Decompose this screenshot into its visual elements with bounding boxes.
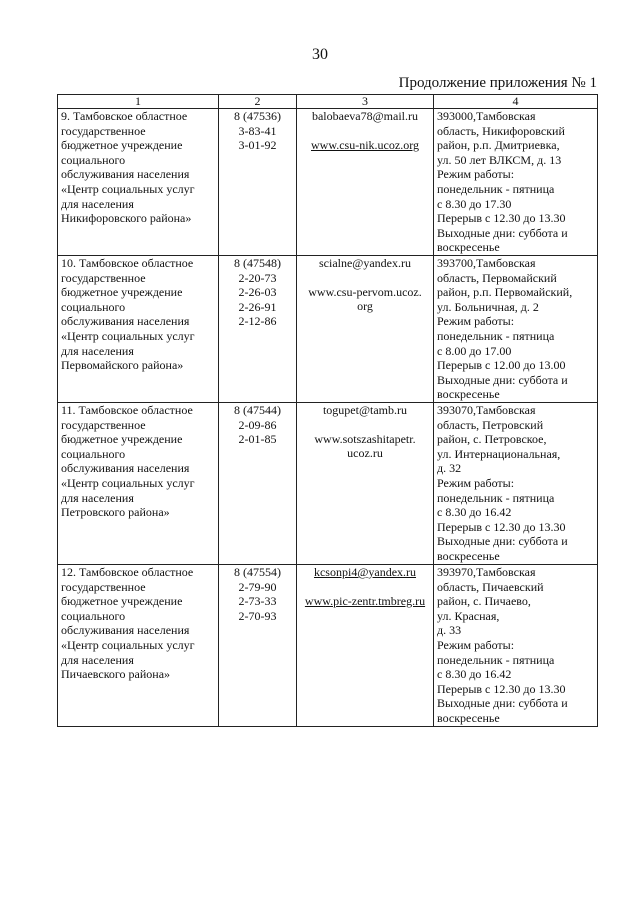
phone-line: 2-70-93 [238,608,277,623]
schedule-line: Выходные дни: суббота и [437,225,568,240]
contacts-cell [297,403,434,565]
schedule-line: Перерыв с 12.30 до 13.30 [437,211,566,226]
contacts-cell [297,109,434,256]
address-line: область, Петровский [437,417,544,432]
phone-line: 3-83-41 [238,123,277,138]
schedule-line: понедельник - пятница [437,490,555,505]
address-line: область, Первомайский [437,270,557,285]
address-line: 393970,Тамбовская [437,565,536,579]
schedule-line: с 8.30 до 17.30 [437,196,512,211]
org-line: социального [61,299,126,314]
address-schedule-cell [434,403,598,565]
org-line: Никифоровского района» [61,211,192,226]
org-line: социального [61,446,126,461]
org-line: обслуживания населения [61,167,190,182]
phones-cell [219,403,297,565]
address-line: 393000,Тамбовская [437,109,536,123]
org-line: государственное [61,123,146,138]
website-link[interactable]: www.csu-nik.ucoz.org [311,137,419,152]
table-row [58,109,598,256]
phones-cell [219,256,297,403]
schedule-line: понедельник - пятница [437,328,555,343]
table-row [58,565,598,727]
website-link[interactable]: www.sotszashitapetr. [314,431,416,446]
organization-name-cell [58,565,219,727]
org-line: 10. Тамбовское областное [61,256,194,270]
phone-line: 3-01-92 [238,138,277,153]
org-line: «Центр социальных услуг [61,181,195,196]
schedule-line: Перерыв с 12.30 до 13.30 [437,681,566,696]
phone-line: 2-12-86 [238,314,277,329]
address-line: 393070,Тамбовская [437,403,536,417]
schedule-line: воскресенье [437,240,500,255]
address-line: область, Пичаевский [437,579,544,594]
website-link-continued[interactable]: ucoz.ru [347,446,383,461]
address-schedule-cell [434,109,598,256]
org-line: Петровского района» [61,505,170,520]
phones-cell [219,109,297,256]
schedule-line: Перерыв с 12.30 до 13.30 [437,519,566,534]
org-line: «Центр социальных услуг [61,637,195,652]
org-line: государственное [61,417,146,432]
org-line: 12. Тамбовское областное [61,565,194,579]
column-header-1: 1 [58,95,219,109]
table-row [58,256,598,403]
email-address[interactable]: togupet@tamb.ru [322,403,408,417]
phone-line: 8 (47536) [234,109,281,123]
table-header-row [58,95,598,109]
address-line: область, Никифоровский [437,123,565,138]
schedule-line: воскресенье [437,548,500,563]
phone-line: 2-09-86 [238,417,277,432]
org-line: бюджетное учреждение [61,594,183,609]
schedule-line: с 8.30 до 16.42 [437,667,512,682]
organization-name-cell [58,256,219,403]
table-row [58,403,598,565]
org-line: Пичаевского района» [61,667,171,682]
organization-name-cell [58,403,219,565]
address-line: 393700,Тамбовская [437,256,536,270]
appendix-continuation-note: Продолжение приложения № 1 [398,75,597,91]
website-link[interactable]: www.csu-pervom.ucoz. [308,284,422,299]
column-header-2: 2 [219,95,297,109]
org-line: бюджетное учреждение [61,432,183,447]
org-line: для населения [61,196,134,211]
org-line: обслуживания населения [61,461,190,476]
phone-line: 2-79-90 [238,579,277,594]
org-line: 9. Тамбовское областное [61,109,188,123]
address-line: район, р.п. Дмитриевка, [437,138,560,153]
address-line: район, с. Пичаево, [437,594,531,609]
phone-line: 2-26-03 [238,285,277,300]
website-link-continued[interactable]: org [357,299,373,314]
schedule-line: понедельник - пятница [437,652,555,667]
contacts-cell [297,256,434,403]
org-line: бюджетное учреждение [61,138,183,153]
address-line: д. 32 [437,461,462,476]
organizations-table [57,94,598,727]
schedule-line: Режим работы: [437,637,515,652]
phone-line: 8 (47554) [234,565,281,579]
address-schedule-cell [434,256,598,403]
phone-line: 8 (47548) [234,256,281,270]
schedule-line: Перерыв с 12.00 до 13.00 [437,358,566,373]
org-line: социального [61,608,126,623]
address-line: район, с. Петровское, [437,432,547,447]
address-line: д. 33 [437,623,462,638]
org-line: для населения [61,343,134,358]
phone-line: 2-73-33 [238,594,277,609]
address-line: район, р.п. Первомайский, [437,285,573,300]
website-link[interactable]: www.pic-zentr.tmbreg.ru [304,593,426,608]
org-line: для населения [61,490,134,505]
org-line: обслуживания населения [61,623,190,638]
phone-line: 2-20-73 [238,270,277,285]
schedule-line: Режим работы: [437,167,515,182]
address-schedule-cell [434,565,598,727]
schedule-line: воскресенье [437,710,500,725]
org-line: 11. Тамбовское областное [61,403,193,417]
schedule-line: Режим работы: [437,475,515,490]
schedule-line: понедельник - пятница [437,181,555,196]
phone-line: 8 (47544) [234,403,281,417]
page-number: 30 [312,46,328,63]
email-address[interactable]: balobaeva78@mail.ru [311,109,418,123]
phone-line: 2-26-91 [238,299,277,314]
org-line: для населения [61,652,134,667]
column-header-3: 3 [297,95,434,109]
organization-name-cell [58,109,219,256]
org-line: «Центр социальных услуг [61,328,195,343]
address-line: ул. Больничная, д. 2 [437,299,539,314]
schedule-line: с 8.30 до 16.42 [437,505,512,520]
org-line: государственное [61,579,146,594]
phones-cell [219,565,297,727]
org-line: «Центр социальных услуг [61,475,195,490]
phone-line: 2-01-85 [238,432,277,447]
schedule-line: с 8.00 до 17.00 [437,343,512,358]
org-line: обслуживания населения [61,314,190,329]
schedule-line: воскресенье [437,387,500,402]
org-line: Первомайского района» [61,358,184,373]
address-line: ул. Интернациональная, [437,446,561,461]
schedule-line: Режим работы: [437,314,515,329]
email-address[interactable]: scialne@yandex.ru [318,256,411,270]
org-line: бюджетное учреждение [61,285,183,300]
column-header-4: 4 [434,95,598,109]
address-line: ул. Красная, [437,608,500,623]
schedule-line: Выходные дни: суббота и [437,696,568,711]
org-line: государственное [61,270,146,285]
schedule-line: Выходные дни: суббота и [437,372,568,387]
address-line: ул. 50 лет ВЛКСМ, д. 13 [437,152,562,167]
schedule-line: Выходные дни: суббота и [437,534,568,549]
contacts-cell [297,565,434,727]
email-address[interactable]: kcsonpi4@yandex.ru [313,565,417,579]
org-line: социального [61,152,126,167]
